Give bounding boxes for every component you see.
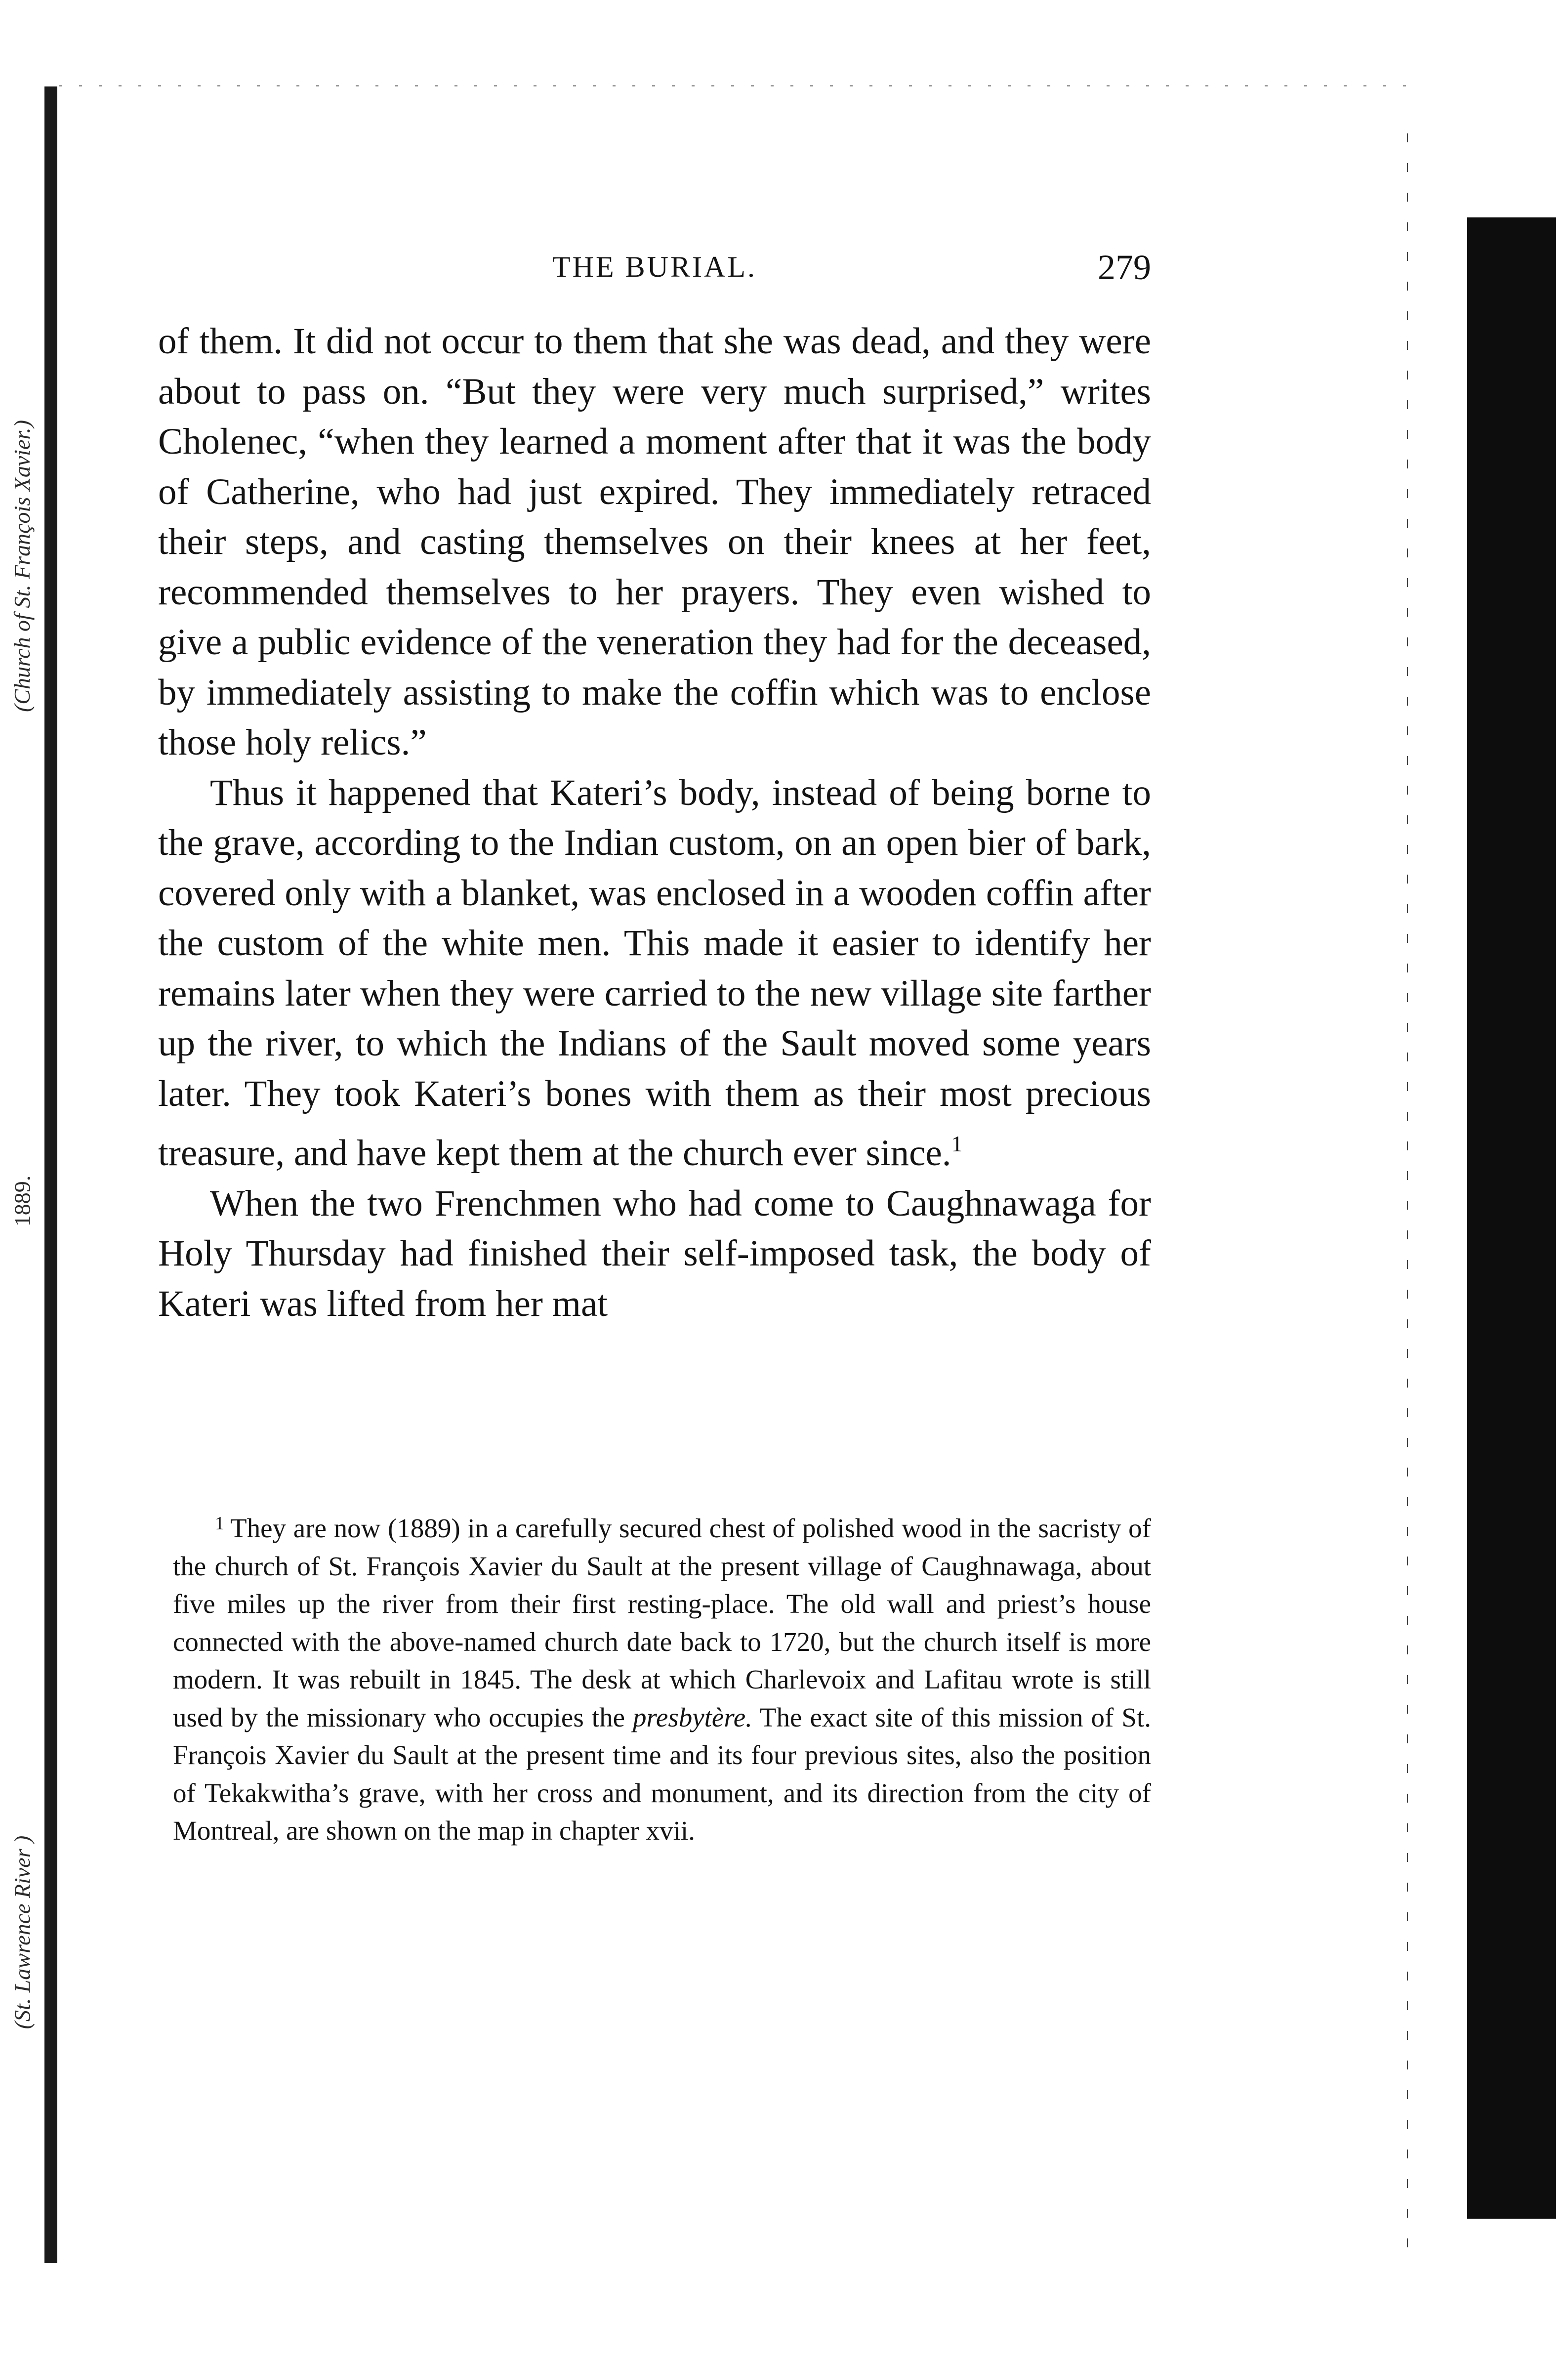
running-head <box>158 247 1151 287</box>
scan-top-edge <box>59 85 1423 86</box>
footnote-text-2: The exact site of this mission of St. François Xavier du Sault at the present time and its four previous sites, also the position of Tekakwitha’s grave, with her cross and monument, and its direction from the city of Montreal, are shown on the map in chapter xvii. <box>173 1702 1152 1846</box>
margin-note-lower-text: (St. Lawrence River ) <box>9 1835 35 2029</box>
footnote-paragraph <box>173 1505 1151 1850</box>
paragraph-2 <box>158 768 1151 1179</box>
footnote-marker: 1 <box>215 1513 224 1534</box>
paragraph-2-text: Thus it happened that Kateri’s body, instead of being borne to the grave, according to the Indian custom, on an open bier of bark, covered only with a blanket, was enclosed in a wooden coffin after the custom of the white men. This made it easier to identify her remains later when they were carried to the new village site farther up the river, to which the Indians of the Sault moved some years later. They took Kateri’s bones with them as their most precious treasure, and have kept them at the church ever since. <box>158 772 1151 1174</box>
footnote-reference: 1 <box>951 1131 963 1156</box>
page-number: 279 <box>1098 248 1151 287</box>
margin-note-middle-text: 1889. <box>9 1175 35 1226</box>
binding-edge <box>44 86 57 2263</box>
paragraph-1: of them. It did not occur to them that she was dead, and they were about to pass on. “But they were very much surprised,” writes Cholenec, “when they learned a moment after that it was the body of Catherine, who had just expired. They immediately retraced their steps, and casting themselves on their knees at her feet, recommended themselves to her prayers. They even wished to give a public evidence of the veneration they had for the deceased, by immediately assisting to make the coffin which was to enclose those holy relics.” <box>158 321 1151 763</box>
chapter-title: THE BURIAL. <box>552 251 757 283</box>
scan-right-edge <box>1407 133 1408 2258</box>
footnote <box>173 1505 1151 1850</box>
footnote-italic-word: presbytère. <box>633 1702 752 1732</box>
margin-note-middle <box>0 1151 44 1250</box>
footnote-text-1: They are now (1889) in a carefully secured chest of polished wood in the sacristy of the church of St. François Xavier du Sault at the present village of Caughnawaga, about five miles up the river from their first resting-place. The old wall and priest’s house connected with the above-named church date back to 1720, but the church itself is more modern. It was rebuilt in 1845. The desk at which Charlevoix and Lafitau wrote is still used by the missionary who occupies the <box>173 1513 1151 1732</box>
body-text <box>158 316 1151 1329</box>
margin-note-upper-text: (Church of St. François Xavier.) <box>9 420 35 712</box>
paragraph-3: When the two Frenchmen who had come to Caughnawaga for Holy Thursday had finished their self-imposed task, the body of Kateri was lifted from her mat <box>158 1182 1151 1324</box>
margin-note-lower <box>0 1769 44 2095</box>
scan-dark-strip <box>1467 217 1556 2219</box>
margin-note-upper <box>0 306 44 825</box>
